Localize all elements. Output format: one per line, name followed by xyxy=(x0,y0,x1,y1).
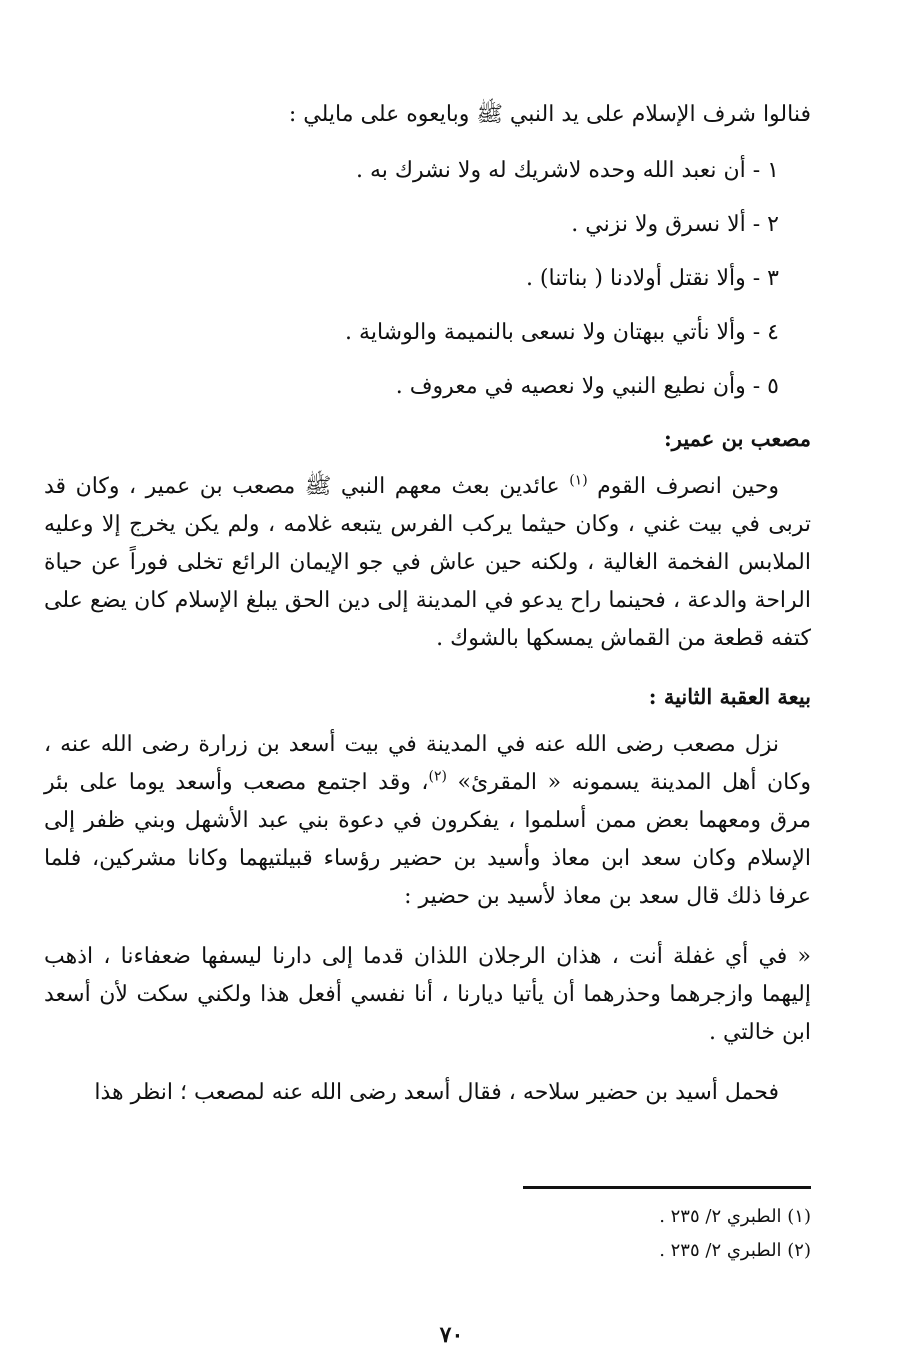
footnote-divider xyxy=(523,1186,811,1189)
paragraph-quote: « في أي غفلة أنت ، هذان الرجلان اللذان قدما إلى دارنا ليسفها ضعفاءنا ، اذهب إليهما وازجرهما وحذرهما أن يأتيا ديارنا ، أنا نفسي أفعل هذا ولكني سكت لأن أسعد ابن خالتي . xyxy=(44,944,811,1045)
list-item xyxy=(44,260,779,298)
paragraph-aqaba-1 xyxy=(44,726,811,916)
item-number: ١ - xyxy=(752,158,779,183)
section-heading-musab: مصعب بن عمير: xyxy=(663,426,811,451)
page-number: ٧٠ xyxy=(439,1322,464,1348)
item-number: ٣ - xyxy=(752,266,779,291)
paragraph-text: وحين انصرف القوم xyxy=(597,474,779,499)
pledge-list xyxy=(44,152,811,406)
list-item xyxy=(44,314,779,352)
footnote-1: (١) الطبري ٢/ ٢٣٥ . xyxy=(659,1206,811,1227)
paragraph-text: نزل مصعب رضى الله عنه في المدينة في بيت أسعد بن زرارة رضى الله عنه ، وكان أهل المدينة يسمونه « المقرئ» xyxy=(44,732,811,795)
intro-line: فنالوا شرف الإسلام على يد النبي ﷺ وبايعوه على مايلي : xyxy=(288,102,811,127)
paragraph-musab xyxy=(44,468,811,658)
footnotes xyxy=(211,1200,811,1268)
section-heading-aqaba: بيعة العقبة الثانية : xyxy=(648,684,811,709)
list-item xyxy=(44,152,779,190)
item-text: أن نعبد الله وحده لاشريك له ولا نشرك به . xyxy=(356,158,746,183)
paragraph-text: ، وقد اجتمع مصعب وأسعد يوما على بئر مرق ومعهما بعض ممن أسلموا ، يفكرون في دعوة بني عبد الأشهل وبني ظفر إلى الإسلام وكان سعد ابن معاذ وأسيد بن حضير رؤساء قبيلتيهما وكانا مشركين، فلما عرفا ذلك قال سعد بن معاذ لأسيد بن حضير : xyxy=(44,770,811,909)
list-item xyxy=(44,206,779,244)
item-number: ٥ - xyxy=(752,374,779,399)
item-text: وأن نطيع النبي ولا نعصيه في معروف . xyxy=(395,374,746,399)
item-text: وألا نقتل أولادنا ( بناتنا) . xyxy=(525,266,746,291)
item-number: ٢ - xyxy=(752,212,779,237)
item-text: وألا نأتي ببهتان ولا نسعى بالنميمة والوشاية . xyxy=(345,320,746,345)
paragraph-aqaba-3: فحمل أسيد بن حضير سلاحه ، فقال أسعد رضى الله عنه لمصعب ؛ انظر هذا xyxy=(94,1080,779,1105)
list-item xyxy=(44,368,779,406)
paragraph-text: عائدين بعث معهم النبي ﷺ مصعب بن عمير ، وكان قد تربى في بيت غني ، وكان حيثما يركب الفرس يتبعه غلامه ، ولم يكن يخرج إلا وعليه الملابس الفخمة الغالية ، ولكنه حين عاش في جو الإيمان الرائع تخلى فوراً عن حياة الراحة والدعة ، فحينما راح يدعو في المدينة إلى دين الحق يبلغ الإسلام كان يضع على كتفه قطعة من القماش يمسكها بالشوك . xyxy=(44,474,811,651)
footnote-mark: (٢) xyxy=(428,768,447,785)
footnote-mark: (١) xyxy=(569,472,588,489)
footnote-2: (٢) الطبري ٢/ ٢٣٥ . xyxy=(659,1240,811,1261)
item-text: ألا نسرق ولا نزني . xyxy=(571,212,746,237)
item-number: ٤ - xyxy=(752,320,779,345)
